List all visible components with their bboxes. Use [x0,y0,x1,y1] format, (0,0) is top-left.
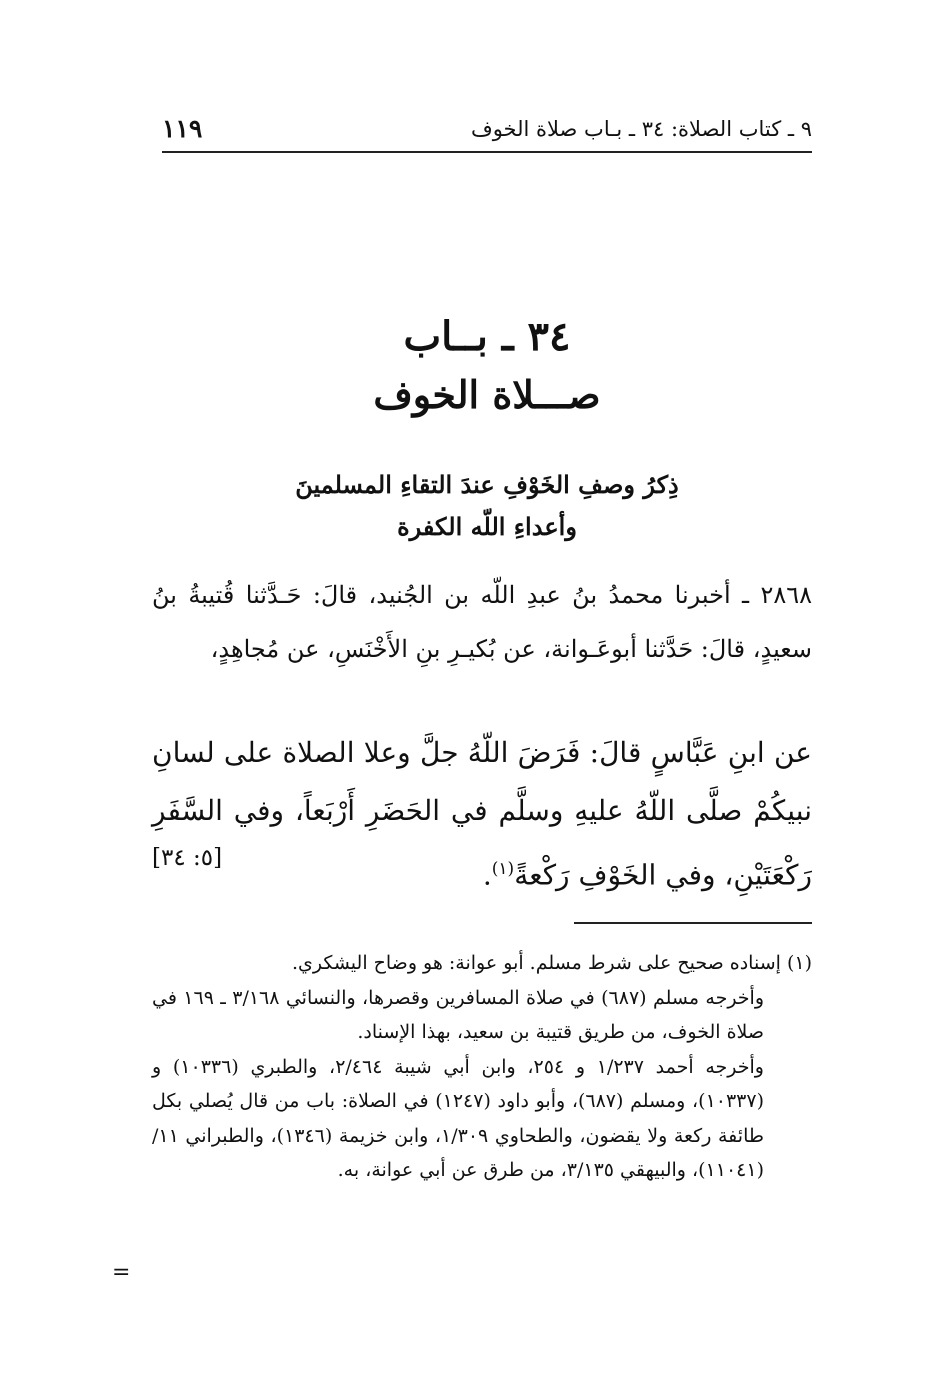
footnotes [152,946,812,1188]
footnote-1-takhrij-b: وأخرجه أحمد ١/٢٣٧ و ٢٥٤، وابن أبي شيبة ٢/٤٦٤، والطبري (١٠٣٣٦) و (١٠٣٣٧)، ومسلم (٦٨٧)، وأبو داود (١٢٤٧) في الصلاة: باب من قال يُصلي بكل طائفة ركعة ولا يقضون، والطحاوي ١/٣٠٩، وابن خزيمة (١٣٤٦)، والطبراني ١١/ (١١٠٤١)، والبيهقي ٣/١٣٥، من طرق عن أبي عوانة، به. [152,1055,765,1181]
hadith-matn-text: عن ابنِ عَبَّاسٍ قالَ: فَرَضَ اللّهُ جلَّ وعلا الصلاة على لسانِ نبيكُمْ صلَّى اللّهُ عليهِ وسلَّم في الحَضَرِ أَرْبَعاً، وفي السَّفَرِ رَكْعَتَيْنِ، وفي الخَوْفِ رَكْعةً [152,736,812,892]
section-heading-line-2: وأعداءِ اللّه الكفرة [397,512,577,541]
continuation-mark: = [112,1260,131,1285]
footnote-divider [574,922,812,924]
header-divider [162,151,812,153]
running-header [162,112,812,146]
chapter-number: ٣٤ ـ بــاب [403,313,571,360]
hadith-reference: [٥: ٣٤] [152,845,223,871]
hadith-isnad: ٢٨٦٨ ـ أخبرنا محمدُ بنُ عبدِ اللّه بن الجُنيد، قالَ: حَـدَّثنا قُتيبةُ بنُ سعيدٍ، قالَ: حَدَّثنا أبوعَـوانة، عن بُكيـرِ بنِ الأَخْنَسِ، عن مُجاهِدٍ، [152,581,812,663]
footnote-marker: (١) [491,859,515,879]
chapter-heading [162,308,812,424]
hadith-matn-end: . [482,858,492,892]
running-title: ٩ ـ كتاب الصلاة: ٣٤ ـ بـاب صلاة الخوف [470,117,812,141]
section-heading-line-1: ذِكرُ وصفِ الخَوْفِ عندَ التقاءِ المسلمينَ [295,470,679,499]
footnote-1-takhrij-a: وأخرجه مسلم (٦٨٧) في صلاة المسافرين وقصرها، والنسائي ٣/١٦٨ ـ ١٦٩ في صلاة الخوف، من طريق قتيبة بن سعيد، بهذا الإسناد. [152,986,764,1043]
page-number: ١١٩ [162,114,203,143]
chapter-title: صـــلاة الخوف [373,372,601,417]
footnote-1: (١) إسناده صحيح على شرط مسلم. أبو عوانة: هو وضاح اليشكري. [291,952,812,974]
section-heading [162,464,812,548]
hadith-matn [152,724,812,904]
